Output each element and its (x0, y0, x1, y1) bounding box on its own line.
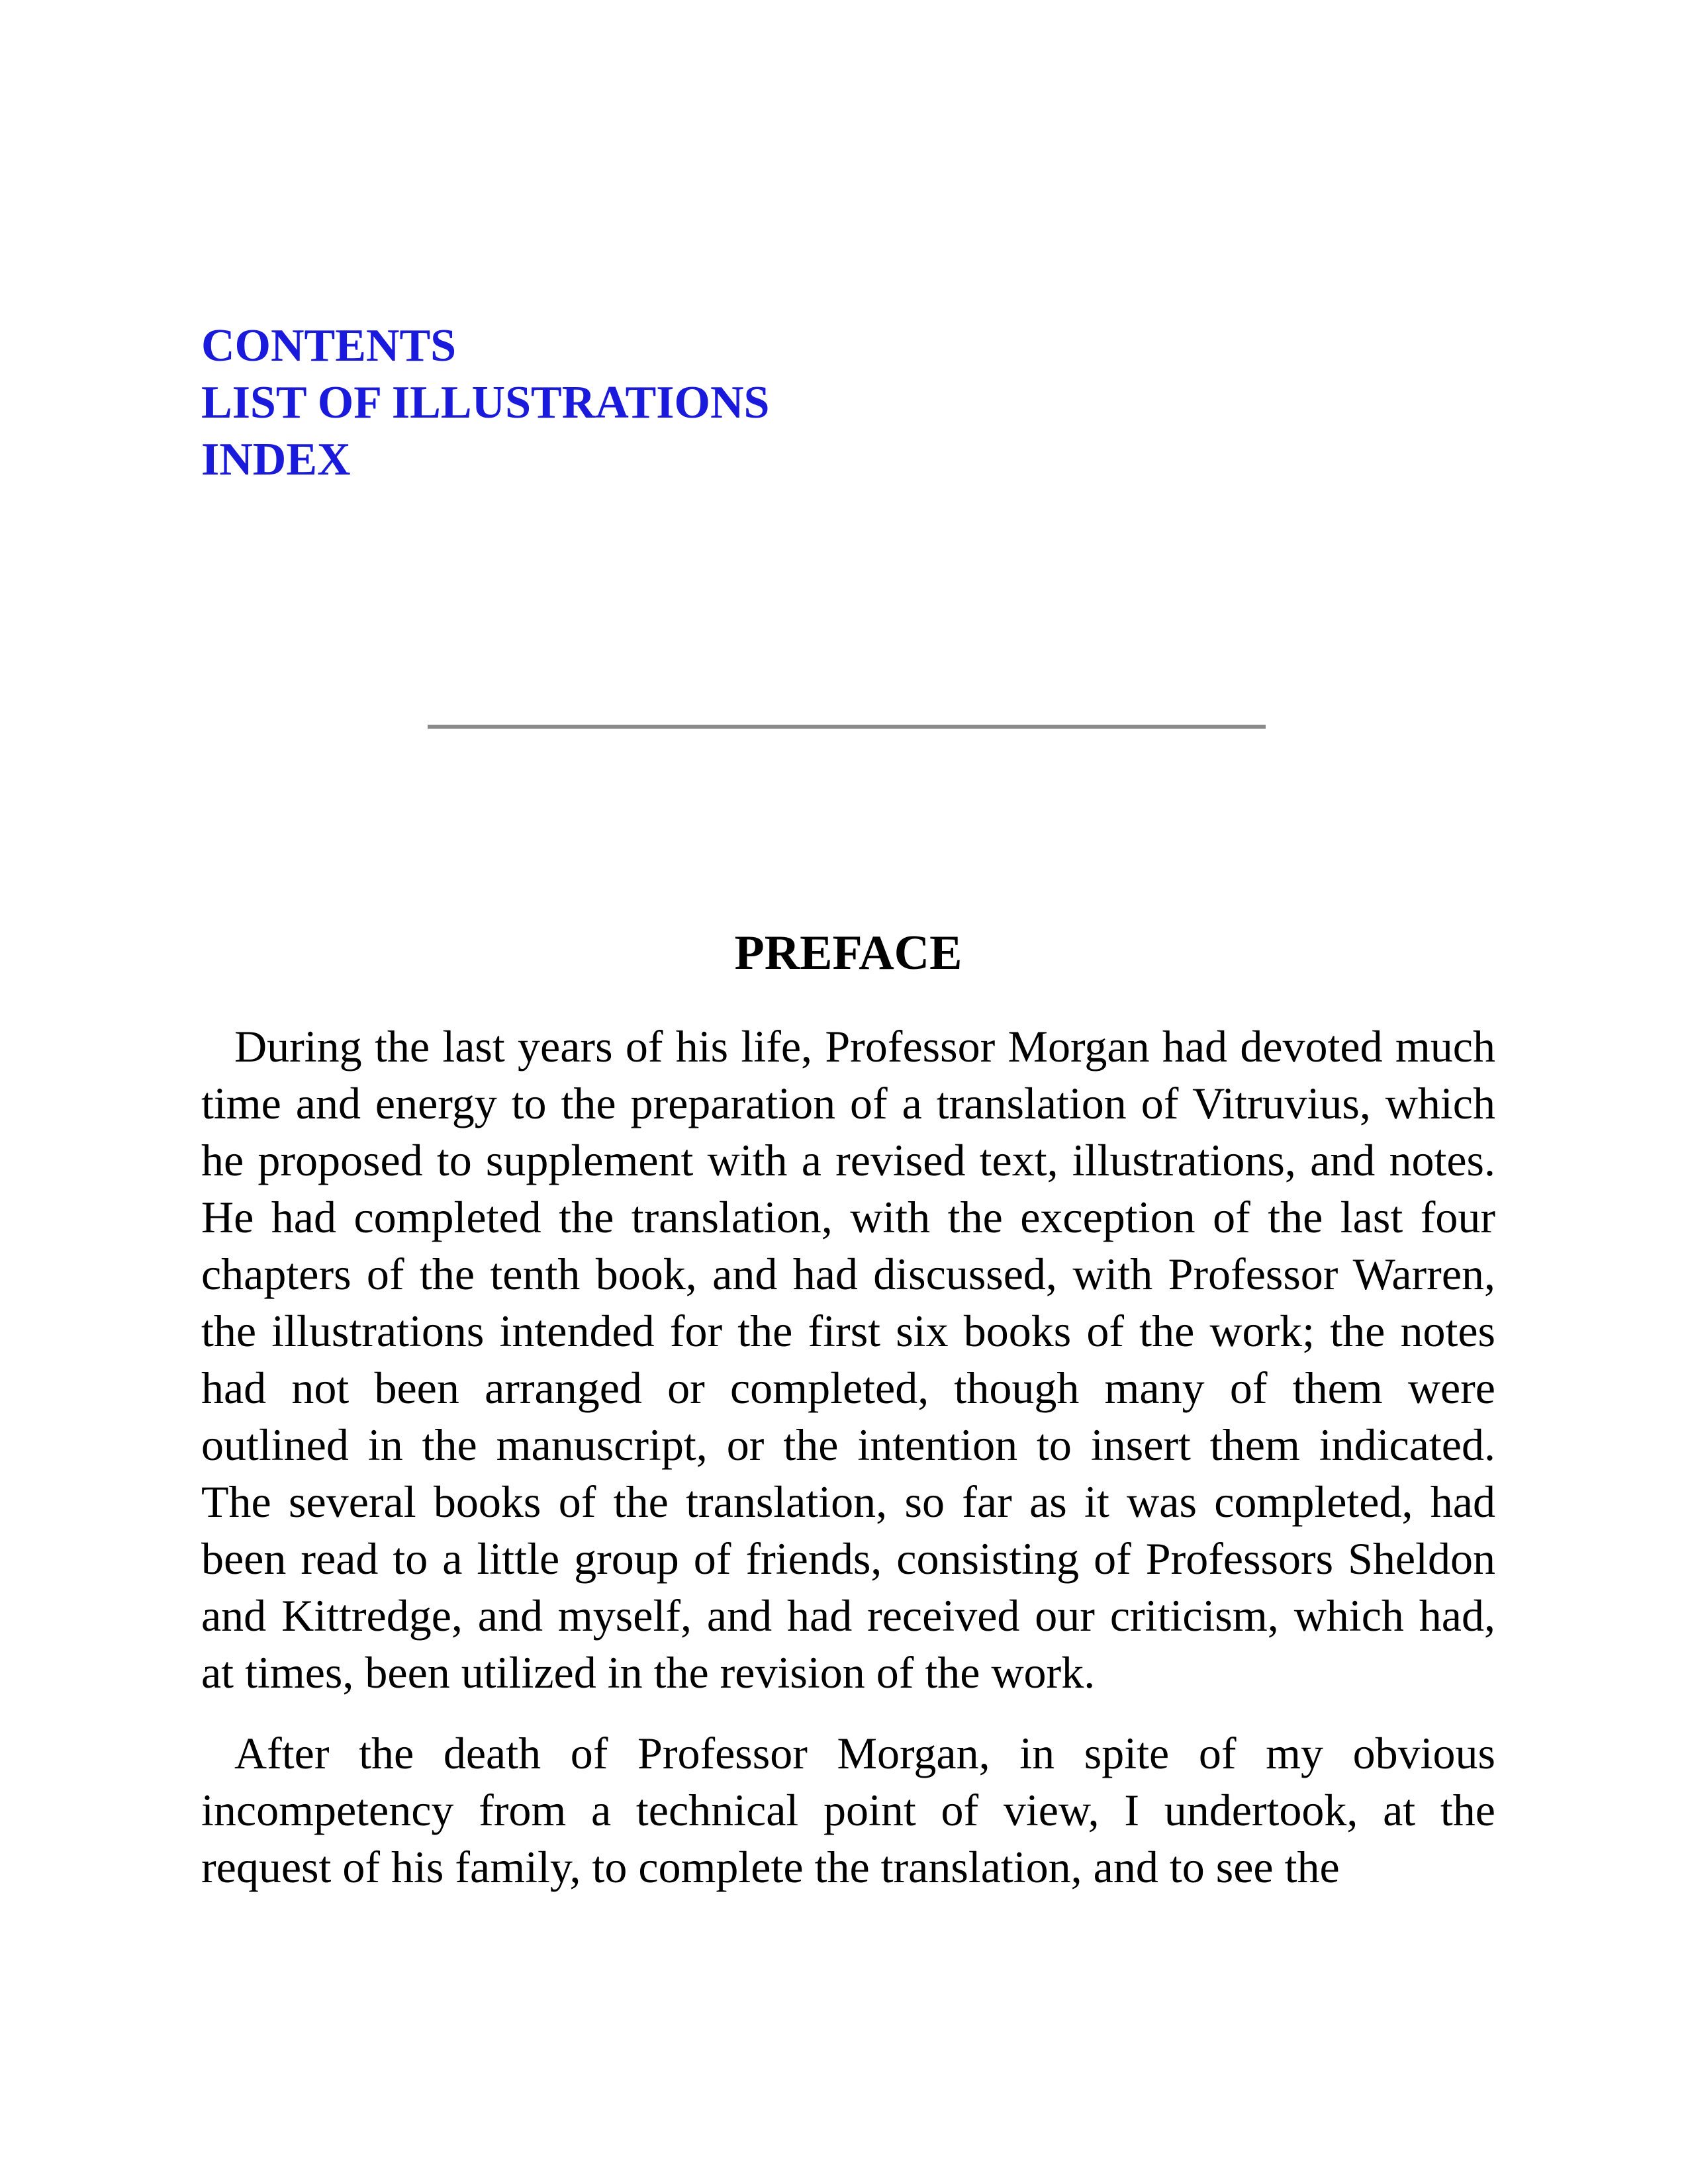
contents-link[interactable]: CONTENTS (201, 320, 457, 371)
preface-paragraph-1: During the last years of his life, Professor Morgan had devoted much time and energy to the preparation of a translation of Vitruvius, which he proposed to supplement with a revised text, illustrations, and notes. He had completed the translation, with the exception of the last four chapters of the tenth book, and had discussed, with Professor Warren, the illustrations intended for the first six books of the work; the notes had not been arranged or completed, though many of them were outlined in the manuscript, or the intention to insert them indicated. The several books of the translation, so far as it was completed, had been read to a little group of friends, consisting of Professors Sheldon and Kittredge, and myself, and had received our criticism, which had, at times, been utilized in the revision of the work. (201, 1021, 1495, 1698)
preface-heading: PREFACE (734, 926, 962, 980)
horizontal-divider (428, 725, 1266, 729)
index-link[interactable]: INDEX (201, 434, 351, 485)
preface-paragraph-2: After the death of Professor Morgan, in spite of my obvious incompetency from a technical point of view, I undertook, at the request of his family, to complete the translation, and to see the (201, 1728, 1495, 1892)
list-of-illustrations-link[interactable]: LIST OF ILLUSTRATIONS (201, 377, 770, 428)
preface-body (201, 1018, 1495, 1919)
navigation-links (201, 318, 1128, 488)
